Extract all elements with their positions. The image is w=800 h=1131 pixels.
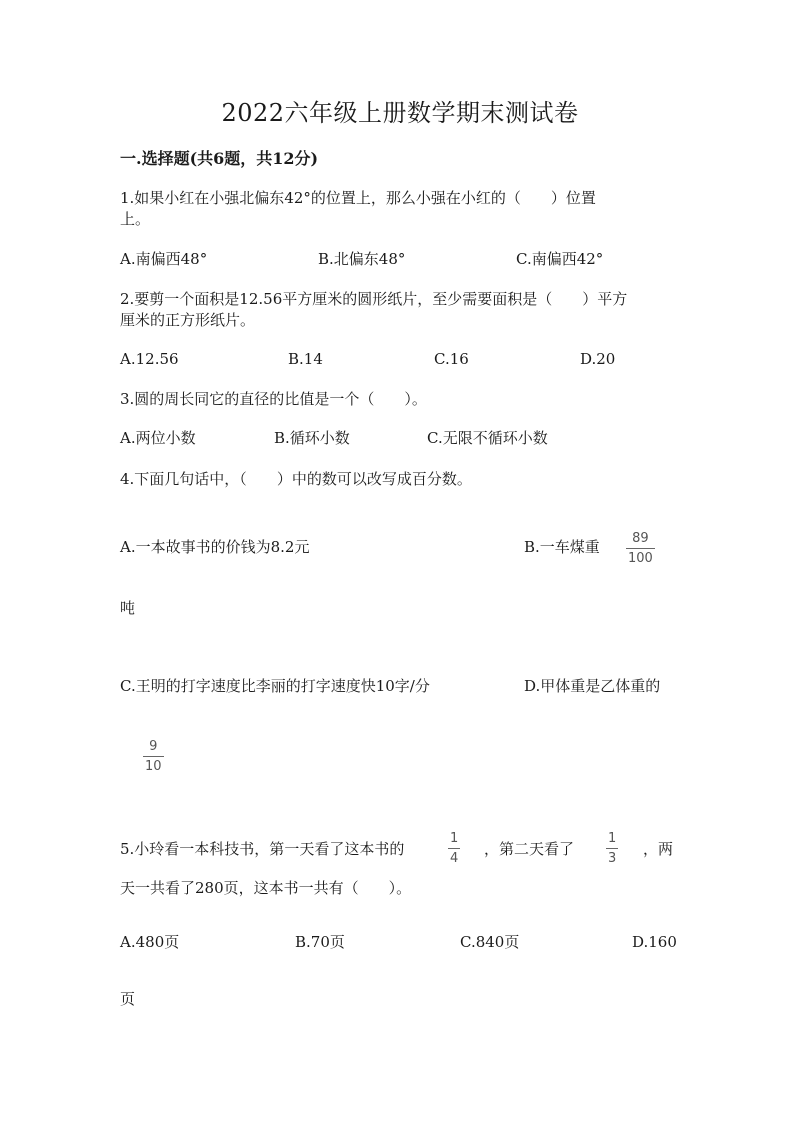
q4-option-c: C.王明的打字速度比李丽的打字速度快10字/分 <box>120 677 430 695</box>
question-5-line-2: 天一共看了280页，这本书一共有（ ）。 <box>120 879 412 897</box>
fraction-bar <box>448 848 460 849</box>
q5-fraction-1 <box>448 831 460 867</box>
fraction-denominator: 10 <box>145 759 162 774</box>
question-4-line-1: 4.下面几句话中，（ ）中的数可以改写成百分数。 <box>120 470 472 488</box>
q5-fraction-2 <box>606 831 618 867</box>
fraction-numerator: 89 <box>632 531 649 546</box>
fraction-bar <box>143 756 164 757</box>
fraction-bar <box>606 848 618 849</box>
question-2-line-1: 2.要剪一个面积是12.56平方厘米的圆形纸片，至少需要面积是（ ）平方 <box>120 290 628 308</box>
fraction-numerator: 1 <box>608 831 617 846</box>
fraction-denominator: 100 <box>628 551 653 566</box>
section-heading: 一.选择题(共6题，共12分) <box>120 149 319 168</box>
fraction-denominator: 4 <box>450 851 459 866</box>
question-5-part-2: ，第二天看了 <box>484 840 575 858</box>
question-5-part-1: 5.小玲看一本科技书，第一天看了这本书的 <box>120 840 405 858</box>
fraction-bar <box>626 548 655 549</box>
q2-option-b: B.14 <box>288 350 323 368</box>
q4-option-b: B.一车煤重 <box>524 538 600 556</box>
q4-option-d-fraction <box>143 739 164 775</box>
fraction-denominator: 3 <box>608 851 617 866</box>
q3-option-c: C.无限不循环小数 <box>427 429 548 447</box>
q4-option-b-fraction <box>626 531 655 567</box>
question-1-line-1: 1.如果小红在小强北偏东42°的位置上，那么小强在小红的（ ）位置 <box>120 189 596 207</box>
fraction-numerator: 9 <box>149 739 158 754</box>
q2-option-c: C.16 <box>434 350 469 368</box>
q4-option-b-unit: 吨 <box>120 599 136 617</box>
question-2-line-2: 厘米的正方形纸片。 <box>120 311 256 329</box>
page-title: 2022六年级上册数学期末测试卷 <box>221 99 579 127</box>
q5-option-d-unit: 页 <box>120 990 136 1008</box>
q5-option-d: D.160 <box>632 933 677 951</box>
q3-option-b: B.循环小数 <box>274 429 350 447</box>
question-1-line-2: 上。 <box>120 210 151 228</box>
q5-option-a: A.480页 <box>120 933 180 951</box>
fraction-numerator: 1 <box>450 831 459 846</box>
q1-option-b: B.北偏东48° <box>318 250 406 268</box>
question-5-part-3: ，两 <box>643 840 674 858</box>
q2-option-a: A.12.56 <box>120 350 179 368</box>
question-3-line-1: 3.圆的周长同它的直径的比值是一个（ ）。 <box>120 390 427 408</box>
q2-option-d: D.20 <box>580 350 616 368</box>
q1-option-a: A.南偏西48° <box>120 250 208 268</box>
q4-option-a: A.一本故事书的价钱为8.2元 <box>120 538 310 556</box>
q3-option-a: A.两位小数 <box>120 429 196 447</box>
q1-option-c: C.南偏西42° <box>516 250 604 268</box>
q4-option-d: D.甲体重是乙体重的 <box>524 677 661 695</box>
q5-option-b: B.70页 <box>295 933 345 951</box>
q5-option-c: C.840页 <box>460 933 520 951</box>
